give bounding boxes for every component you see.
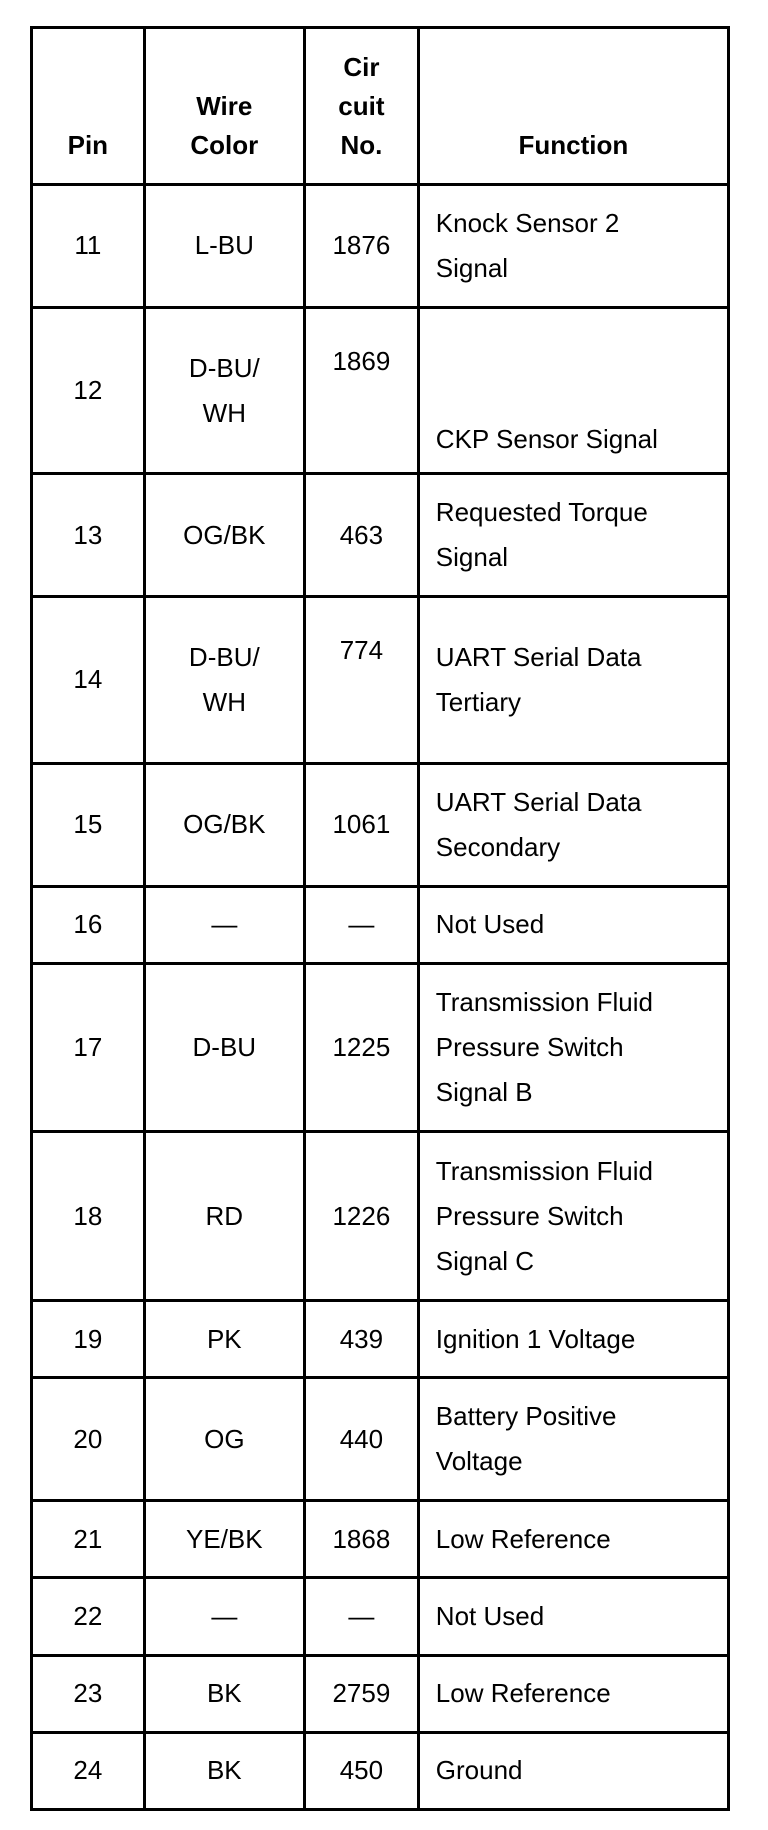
function-cell xyxy=(418,886,728,963)
text-line: Low Reference xyxy=(435,1523,611,1554)
text-line: Secondary xyxy=(435,831,561,862)
text-line: Ground xyxy=(435,1755,523,1786)
table-row xyxy=(32,1301,729,1378)
text-line: WH xyxy=(202,686,246,717)
text-line: Tertiary xyxy=(435,686,522,717)
text-line: PK xyxy=(206,1323,242,1354)
header-row xyxy=(32,28,729,185)
function-cell xyxy=(418,474,728,597)
circuit-no-cell: 1869 xyxy=(304,307,418,473)
text-line: UART Serial Data xyxy=(435,786,642,817)
wire-color-cell xyxy=(144,763,304,886)
pin-cell: 11 xyxy=(32,185,145,308)
header-function xyxy=(418,28,728,185)
wire-color-cell xyxy=(144,307,304,473)
text-line: RD xyxy=(205,1200,244,1231)
text-line: Transmission Fluid xyxy=(435,1155,654,1186)
pin-cell: 16 xyxy=(32,886,145,963)
text-line: Cir xyxy=(343,52,380,82)
circuit-no-cell: 1868 xyxy=(304,1501,418,1578)
wire-color-cell xyxy=(144,886,304,963)
function-cell xyxy=(418,307,728,473)
text-line: D-BU/ xyxy=(188,641,260,672)
header-pin xyxy=(32,28,145,185)
text-line: Not Used xyxy=(435,1601,545,1632)
circuit-no-cell: 440 xyxy=(304,1378,418,1501)
function-cell xyxy=(418,1732,728,1809)
wire-color-cell xyxy=(144,1132,304,1301)
text-line: Low Reference xyxy=(435,1678,611,1709)
function-cell xyxy=(418,1578,728,1655)
text-line: Voltage xyxy=(435,1446,523,1477)
table-row xyxy=(32,185,729,308)
circuit-no-cell: 450 xyxy=(304,1732,418,1809)
circuit-no-cell: 439 xyxy=(304,1301,418,1378)
table-row xyxy=(32,1501,729,1578)
function-cell xyxy=(418,963,728,1132)
text-line: D-BU xyxy=(192,1032,257,1063)
text-line: Signal xyxy=(435,542,509,573)
pin-cell: 21 xyxy=(32,1501,145,1578)
wire-color-cell xyxy=(144,185,304,308)
text-line: BK xyxy=(206,1755,242,1786)
text-line: Transmission Fluid xyxy=(435,987,654,1018)
pin-cell: 15 xyxy=(32,763,145,886)
text-line: Ignition 1 Voltage xyxy=(435,1323,636,1354)
table-row xyxy=(32,886,729,963)
text-line: L-BU xyxy=(194,230,254,261)
pin-cell: 18 xyxy=(32,1132,145,1301)
pin-cell: 17 xyxy=(32,963,145,1132)
function-cell xyxy=(418,185,728,308)
table-row xyxy=(32,1732,729,1809)
pin-cell: 13 xyxy=(32,474,145,597)
table-row xyxy=(32,597,729,763)
circuit-no-cell: 463 xyxy=(304,474,418,597)
pin-cell: 22 xyxy=(32,1578,145,1655)
function-cell xyxy=(418,1132,728,1301)
circuit-no-cell: 1876 xyxy=(304,185,418,308)
table-row xyxy=(32,1378,729,1501)
wire-color-cell xyxy=(144,1378,304,1501)
text-line: OG/BK xyxy=(183,809,266,840)
text-line: Color xyxy=(190,130,259,160)
circuit-no-cell: 774 xyxy=(304,597,418,763)
text-line: Not Used xyxy=(435,909,545,940)
text-line: D-BU/ xyxy=(188,352,260,383)
header-circuit-no xyxy=(304,28,418,185)
pin-cell: 19 xyxy=(32,1301,145,1378)
table-row xyxy=(32,763,729,886)
circuit-no-cell: 1225 xyxy=(304,963,418,1132)
wire-color-cell xyxy=(144,597,304,763)
table-row xyxy=(32,307,729,473)
text-line: BK xyxy=(206,1678,242,1709)
text-line: Signal B xyxy=(435,1077,533,1108)
pin-cell: 24 xyxy=(32,1732,145,1809)
table-row xyxy=(32,1132,729,1301)
wire-color-cell xyxy=(144,963,304,1132)
pin-cell: 14 xyxy=(32,597,145,763)
text-line: Pin xyxy=(67,130,109,160)
text-line: CKP Sensor Signal xyxy=(435,424,658,455)
pin-cell: 20 xyxy=(32,1378,145,1501)
circuit-no-cell: 2759 xyxy=(304,1655,418,1732)
function-cell xyxy=(418,763,728,886)
circuit-no-cell: — xyxy=(304,1578,418,1655)
text-line: Function xyxy=(518,130,629,160)
text-line: Battery Positive xyxy=(435,1401,617,1432)
header-wire-color xyxy=(144,28,304,185)
text-line: Pressure Switch xyxy=(435,1200,624,1231)
function-cell xyxy=(418,597,728,763)
text-line: — xyxy=(211,1601,238,1632)
circuit-no-cell: 1061 xyxy=(304,763,418,886)
pin-cell: 12 xyxy=(32,307,145,473)
text-line: Signal xyxy=(435,252,509,283)
function-cell xyxy=(418,1501,728,1578)
pin-cell: 23 xyxy=(32,1655,145,1732)
wire-color-cell xyxy=(144,1301,304,1378)
text-line: cuit xyxy=(338,91,385,121)
wire-color-cell xyxy=(144,1732,304,1809)
table-row xyxy=(32,963,729,1132)
text-line: Knock Sensor 2 xyxy=(435,207,620,238)
text-line: — xyxy=(211,909,238,940)
wire-color-cell xyxy=(144,474,304,597)
text-line: Signal C xyxy=(435,1245,535,1276)
function-cell xyxy=(418,1378,728,1501)
table-row xyxy=(32,474,729,597)
wire-color-cell xyxy=(144,1655,304,1732)
text-line: Wire xyxy=(196,91,253,121)
wire-color-cell xyxy=(144,1578,304,1655)
text-line: No. xyxy=(340,130,383,160)
text-line: OG/BK xyxy=(183,519,266,550)
text-line: WH xyxy=(202,397,246,428)
text-line: OG xyxy=(204,1423,245,1454)
text-line: YE/BK xyxy=(186,1523,263,1554)
function-cell xyxy=(418,1655,728,1732)
table-body xyxy=(32,185,729,1810)
text-line: Requested Torque xyxy=(435,497,648,528)
connector-pinout-table xyxy=(30,26,730,1811)
wire-color-cell xyxy=(144,1501,304,1578)
circuit-no-cell: 1226 xyxy=(304,1132,418,1301)
function-cell xyxy=(418,1301,728,1378)
text-line: UART Serial Data xyxy=(435,641,642,672)
text-line: Pressure Switch xyxy=(435,1032,624,1063)
circuit-no-cell: — xyxy=(304,886,418,963)
table-row xyxy=(32,1655,729,1732)
table-row xyxy=(32,1578,729,1655)
